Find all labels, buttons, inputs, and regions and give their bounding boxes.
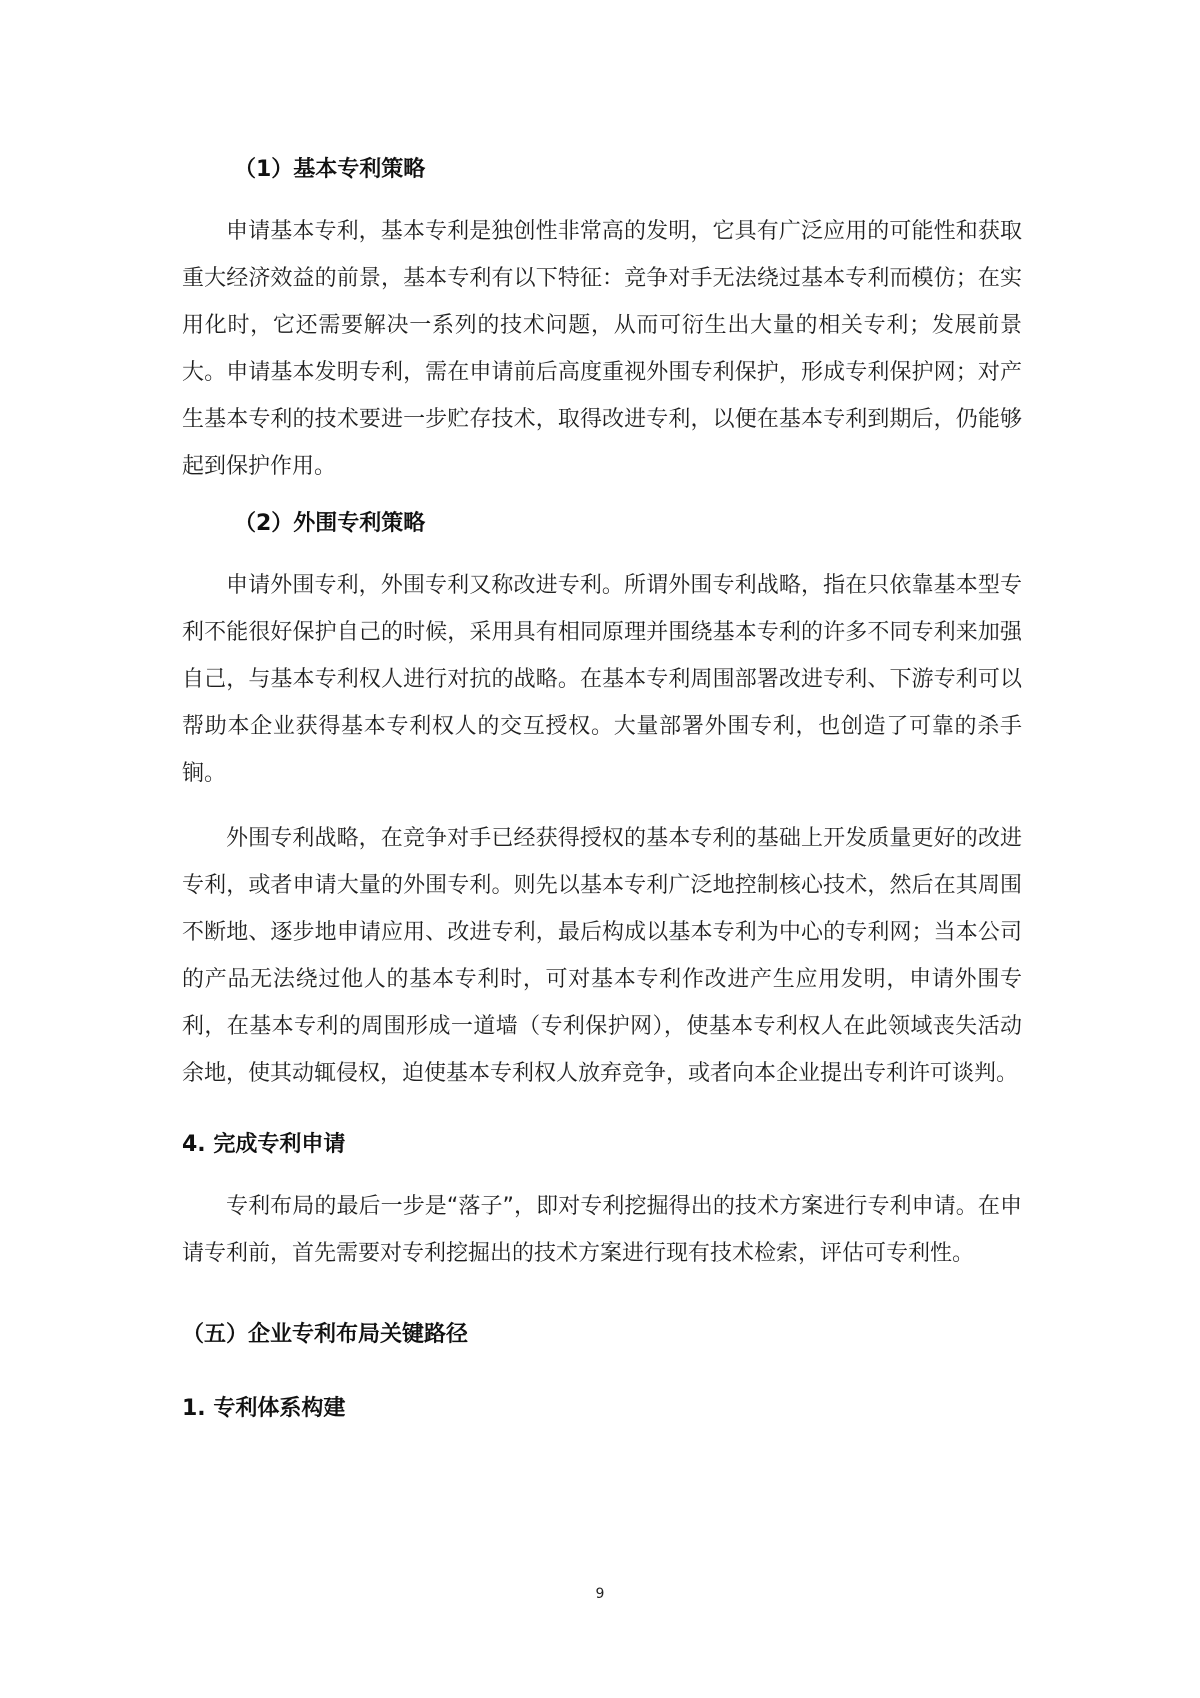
page-number: 9	[595, 1586, 605, 1602]
section-heading-key-path: （五）企业专利布局关键路径	[182, 1322, 469, 1347]
paragraph-basic-patent-strategy: 申请基本专利，基本专利是独创性非常高的发明，它具有广泛应用的可能性和获取重大经济效益的前景，基本专利有以下特征：竞争对手无法绕过基本专利而模仿；在实用化时，它还需要解决一系列的技术问题，从而可衍生出大量的相关专利；发展前景大。申请基本发明专利，需在申请前后高度重视外围专利保护，形成专利保护网；对产生基本专利的技术要进一步贮存技术，取得改进专利，以便在基本专利到期后，仍能够起到保护作用。	[182, 219, 1022, 479]
paragraph-complete-patent-application: 专利布局的最后一步是“落子”，即对专利挖掘得出的技术方案进行专利申请。在申请专利前，首先需要对专利挖掘出的技术方案进行现有技术检索，评估可专利性。	[182, 1194, 1022, 1266]
section-heading-peripheral-patent-strategy: （2）外围专利策略	[234, 511, 426, 536]
paragraph-peripheral-patent-strategy: 外围专利战略，在竞争对手已经获得授权的基本专利的基础上开发质量更好的改进专利，或者申请大量的外围专利。则先以基本专利广泛地控制核心技术，然后在其周围不断地、逐步地申请应用、改进专利，最后构成以基本专利为中心的专利网；当本公司的产品无法绕过他人的基本专利时，可对基本专利作改进产生应用发明，申请外围专利，在基本专利的周围形成一道墙（专利保护网），使基本专利权人在此领域丧失活动余地，使其动辄侵权，迫使基本专利权人放弃竞争，或者向本企业提出专利许可谈判。	[182, 826, 1022, 1086]
section-heading-basic-patent-strategy: （1）基本专利策略	[234, 157, 426, 182]
section-heading-complete-patent-application: 4. 完成专利申请	[182, 1132, 346, 1157]
paragraph-peripheral-patent-intro: 申请外围专利，外围专利又称改进专利。所谓外围专利战略，指在只依靠基本型专利不能很好保护自己的时候，采用具有相同原理并围绕基本专利的许多不同专利来加强自己，与基本专利权人进行对抗的战略。在基本专利周围部署改进专利、下游专利可以帮助本企业获得基本专利权人的交互授权。大量部署外围专利，也创造了可靠的杀手锏。	[182, 573, 1022, 786]
document-page	[182, 150, 1022, 1429]
section-heading-patent-system-construction: 1. 专利体系构建	[182, 1396, 346, 1421]
